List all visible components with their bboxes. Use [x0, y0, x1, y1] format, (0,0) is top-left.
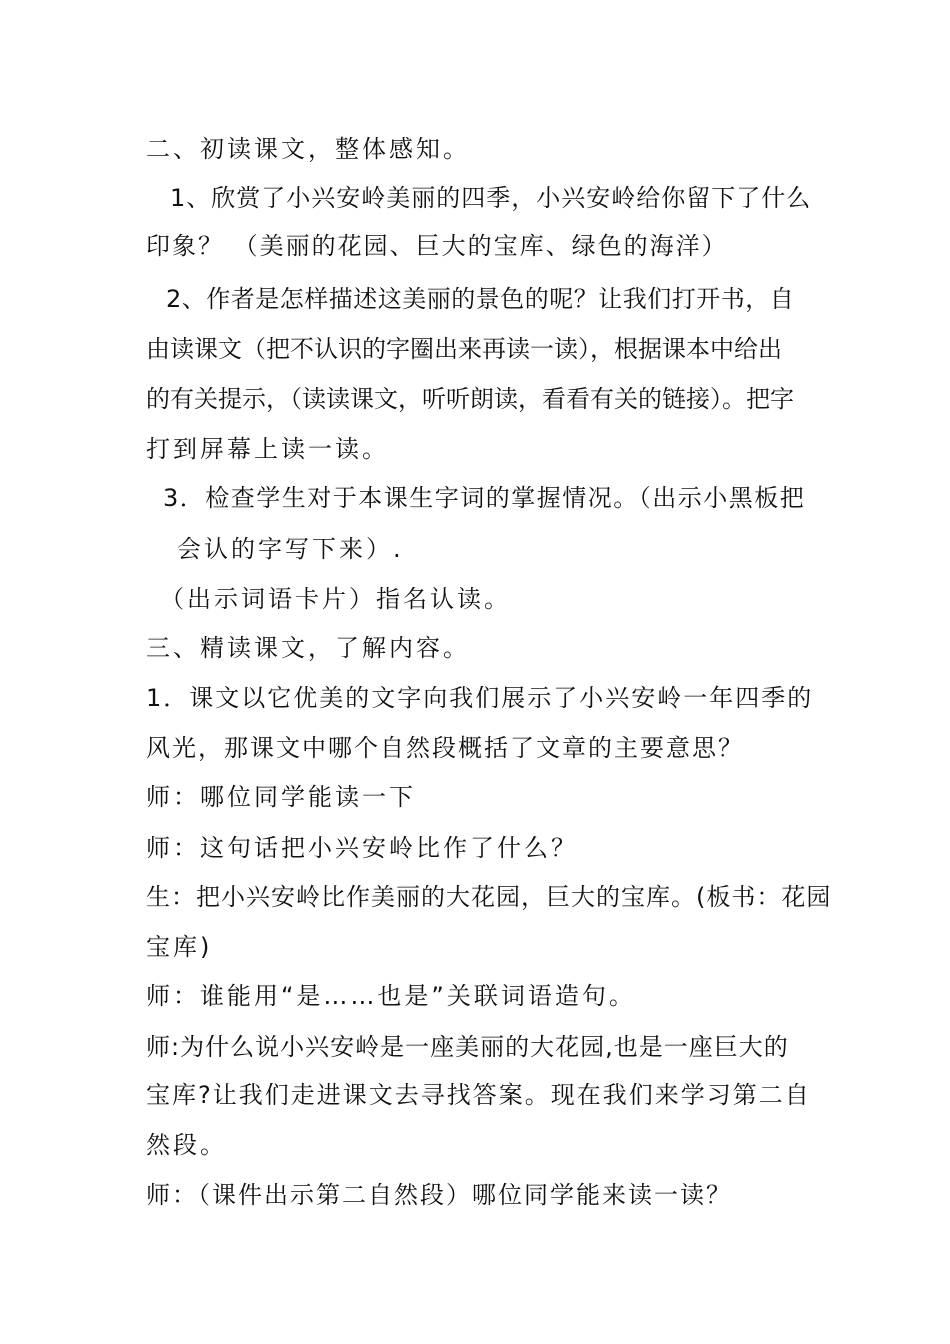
paragraph-line: 1．课文以它优美的文字向我们展示了小兴安岭一年四季的: [146, 684, 814, 712]
dialogue-line: 生：把小兴安岭比作美丽的大花园，巨大的宝库。(板书：花园: [146, 883, 832, 911]
paragraph-line: 2、作者是怎样描述这美丽的景色的呢？让我们打开书，自: [166, 285, 795, 313]
paragraph-line: 会认的字写下来）.: [177, 535, 404, 563]
dialogue-line: 宝库?让我们走进课文去寻找答案。现在我们来学习第二自: [146, 1081, 811, 1109]
paragraph-line: （出示词语卡片）指名认读。: [160, 585, 511, 613]
dialogue-line: 师:为什么说小兴安岭是一座美丽的大花园,也是一座巨大的: [146, 1033, 789, 1061]
dialogue-line: 师：这句话把小兴安岭比作了什么？: [146, 834, 578, 862]
dialogue-line: 宝库): [146, 933, 213, 961]
dialogue-line: 师：谁能用“是……也是”关联词语造句。: [146, 982, 636, 1010]
dialogue-line: 师：哪位同学能读一下: [146, 783, 416, 811]
paragraph-line: 印象？ （美丽的花园、巨大的宝库、绿色的海洋）: [146, 232, 728, 260]
dialogue-line: 师：（课件出示第二自然段）哪位同学能来读一读？: [146, 1181, 732, 1209]
heading-section-two: 二、初读课文，整体感知。: [146, 135, 470, 163]
paragraph-line: 由读课文（把不认识的字圈出来再读一读），根据课本中给出: [146, 335, 782, 363]
dialogue-line: 然段。: [146, 1131, 227, 1159]
paragraph-line: 1、欣赏了小兴安岭美丽的四季，小兴安岭给你留下了什么: [170, 184, 812, 212]
paragraph-line: 的有关提示，（读读课文，听听朗读，看看有关的链接）。把字: [146, 385, 794, 413]
paragraph-line: 打到屏幕上读一读。: [146, 435, 389, 463]
paragraph-line: 风光，那课文中哪个自然段概括了文章的主要意思？: [146, 734, 744, 762]
heading-section-three: 三、精读课文，了解内容。: [146, 634, 470, 662]
paragraph-line: 3．检查学生对于本课生字词的掌握情况。（出示小黑板把: [163, 484, 806, 512]
